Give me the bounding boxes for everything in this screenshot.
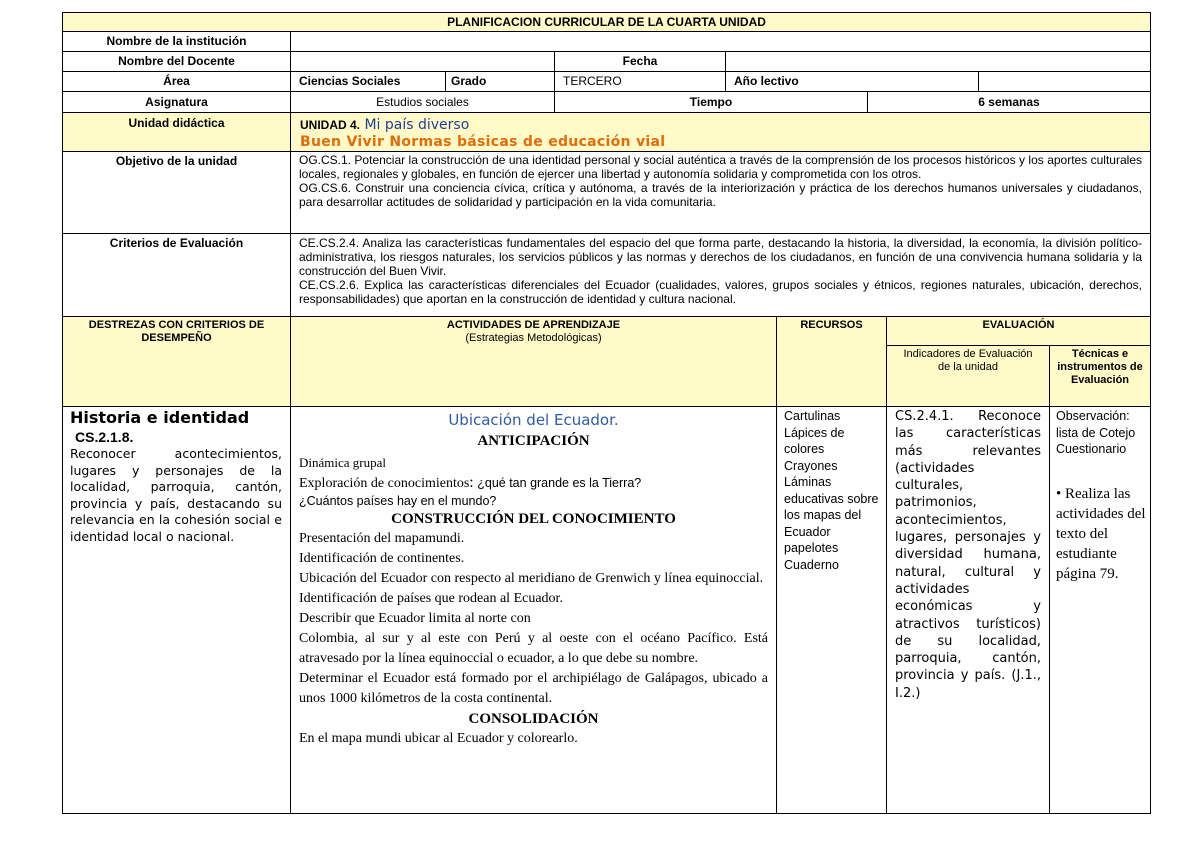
recurso-item: Cuaderno bbox=[784, 557, 839, 572]
tecnica-realiza: Realiza las actividades del texto del estudiante página 79. bbox=[1056, 485, 1146, 582]
tecnica-observacion: Observación: bbox=[1056, 409, 1130, 423]
construccion-item: Presentación del mapamundi. bbox=[299, 531, 465, 546]
value-tiempo: 6 semanas bbox=[867, 91, 1151, 113]
destreza-text: Reconocer acontecimientos, lugares y personajes de la localidad, parroquia, cantón, provincia y país, destacando su relevancia en la cohesión social e identidad local o nacional. bbox=[70, 446, 282, 544]
construccion-item: Identificación de continentes. bbox=[299, 551, 465, 566]
construccion-item: Determinar el Ecuador está formado por el archipiélago de Galápagos, ubicado a unos 1000 kilómetros de la costa continental. bbox=[299, 671, 768, 706]
header-tecnicas: Técnicas e instrumentos de Evaluación bbox=[1049, 345, 1151, 407]
label-unidad: Unidad didáctica bbox=[62, 112, 291, 152]
exploracion-question-1: ¿qué tan grande es la Tierra? bbox=[477, 476, 642, 490]
value-fecha bbox=[725, 51, 1151, 72]
criterio-ce-cs-2-4: CE.CS.2.4. Analiza las características fundamentales del espacio del que forma parte, destacando la historia, la diversidad, la economía, la división político-administrativa, los riesgos naturales, los servicios públicos y las normas y derechos de los ciudadanos, en función de una convivencia humana solidaria y la construcción del Buen Vivir. bbox=[299, 236, 1142, 278]
label-tiempo: Tiempo bbox=[554, 91, 868, 113]
value-unidad bbox=[290, 112, 1151, 152]
label-grado: Grado bbox=[445, 71, 555, 92]
header-recursos: RECURSOS bbox=[776, 316, 887, 407]
exploracion-question-2: ¿Cuántos países hay en el mundo? bbox=[299, 494, 497, 508]
tecnica-lista-cotejo: lista de Cotejo bbox=[1056, 425, 1136, 440]
value-anio-lectivo bbox=[978, 71, 1151, 92]
destreza-code: CS.2.1.8. bbox=[75, 429, 134, 445]
recurso-item: papelotes bbox=[784, 541, 839, 555]
label-asignatura: Asignatura bbox=[62, 91, 291, 113]
recurso-item: Crayones bbox=[784, 458, 838, 473]
tecnica-cuestionario: Cuestionario bbox=[1056, 442, 1127, 456]
label-anio-lectivo: Año lectivo bbox=[725, 71, 979, 92]
value-criterios bbox=[290, 233, 1151, 317]
construccion-heading: CONSTRUCCIÓN DEL CONOCIMIENTO bbox=[391, 511, 676, 527]
recurso-item: Lápices de colores bbox=[784, 425, 845, 456]
value-asignatura: Estudios sociales bbox=[290, 91, 555, 113]
destreza-title: Historia e identidad bbox=[70, 408, 250, 427]
document-title: PLANIFICACION CURRICULAR DE LA CUARTA UNIDAD bbox=[62, 12, 1151, 32]
unidad-prefix: UNIDAD 4. bbox=[300, 118, 361, 132]
header-actividades bbox=[290, 316, 777, 407]
bullet-icon: • bbox=[1056, 485, 1062, 502]
recurso-item: Láminas educativas sobre los mapas del Ecuador bbox=[784, 475, 879, 539]
unidad-subtitle: Buen Vivir Normas básicas de educación vial bbox=[300, 134, 666, 150]
label-fecha: Fecha bbox=[554, 51, 726, 72]
criterio-ce-cs-2-6: CE.CS.2.6. Explica las características diferenciales del Ecuador (cualidades, valores, grupos sociales y étnicos, regiones naturales, ubicación, derechos, responsabilidades) que aportan en la construcción de identidad y cultura nacional. bbox=[299, 278, 1142, 306]
cell-actividades bbox=[290, 406, 777, 814]
header-evaluacion: EVALUACIÓN bbox=[886, 316, 1151, 346]
header-actividades-sub: (Estrategias Metodológicas) bbox=[465, 332, 602, 344]
anticipacion-heading: ANTICIPACIÓN bbox=[477, 433, 590, 449]
construccion-item: Describir que Ecuador limita al norte con bbox=[299, 611, 531, 626]
dinamica-grupal: Dinámica grupal bbox=[299, 455, 386, 470]
actividades-title: Ubicación del Ecuador. bbox=[448, 411, 619, 429]
objetivo-og-cs-1: OG.CS.1. Potenciar la construcción de una identidad personal y social auténtica a través de la comprensión de los procesos históricos y los aportes culturales locales, regionales y globales, en función de ejercer una libertad y autonomía solidaria y comprometida con los otros. bbox=[299, 153, 1142, 181]
value-docente bbox=[290, 51, 555, 72]
value-grado: TERCERO bbox=[554, 71, 726, 92]
label-objetivo: Objetivo de la unidad bbox=[62, 151, 291, 234]
cell-destreza bbox=[62, 406, 291, 814]
header-actividades-title: ACTIVIDADES DE APRENDIZAJE bbox=[446, 319, 621, 331]
unidad-title: Mi país diverso bbox=[364, 117, 470, 133]
value-objetivo bbox=[290, 151, 1151, 234]
label-area: Área bbox=[62, 71, 291, 92]
header-indicadores: Indicadores de Evaluación de la unidad bbox=[886, 345, 1050, 407]
consolidacion-text: En el mapa mundi ubicar al Ecuador y colorearlo. bbox=[299, 731, 578, 746]
label-institucion: Nombre de la institución bbox=[62, 31, 291, 52]
objetivo-og-cs-6: OG.CS.6. Construir una conciencia cívica, crítica y autónoma, a través de la interiorización y práctica de los derechos humanos universales y ciudadanos, para desarrollar actitudes de solidaridad y participación en la vida comunitaria. bbox=[299, 181, 1142, 209]
cell-recursos bbox=[776, 406, 887, 814]
value-institucion bbox=[290, 31, 1151, 52]
exploracion-label: Exploración de conocimientos bbox=[299, 476, 470, 491]
exploracion-colon: : bbox=[469, 474, 474, 491]
cell-indicador: CS.2.4.1. Reconoce las características más relevantes (actividades culturales, patrimonios, acontecimientos, lugares, personajes y diversidad humana, natural, cultural y actividades económicas y atractivos turísticos) de su localidad, parroquia, cantón, provincia y país. (J.1., I.2.) bbox=[886, 406, 1050, 814]
construccion-item: Identificación de países que rodean al Ecuador. bbox=[299, 591, 563, 606]
cell-tecnicas bbox=[1049, 406, 1151, 814]
recurso-item: Cartulinas bbox=[784, 409, 841, 423]
label-criterios: Criterios de Evaluación bbox=[62, 233, 291, 317]
header-destrezas: DESTREZAS CON CRITERIOS DE DESEMPEÑO bbox=[62, 316, 291, 407]
construccion-item: Ubicación del Ecuador con respecto al meridiano de Grenwich y línea equinoccial. bbox=[299, 571, 764, 586]
consolidacion-heading: CONSOLIDACIÓN bbox=[468, 711, 599, 727]
label-docente: Nombre del Docente bbox=[62, 51, 291, 72]
construccion-item: Colombia, al sur y al este con Perú y al oeste con el océano Pacífico. Está atravesado por la línea equinoccial o ecuador, a lo que debe su nombre. bbox=[299, 631, 768, 666]
value-area: Ciencias Sociales bbox=[290, 71, 446, 92]
